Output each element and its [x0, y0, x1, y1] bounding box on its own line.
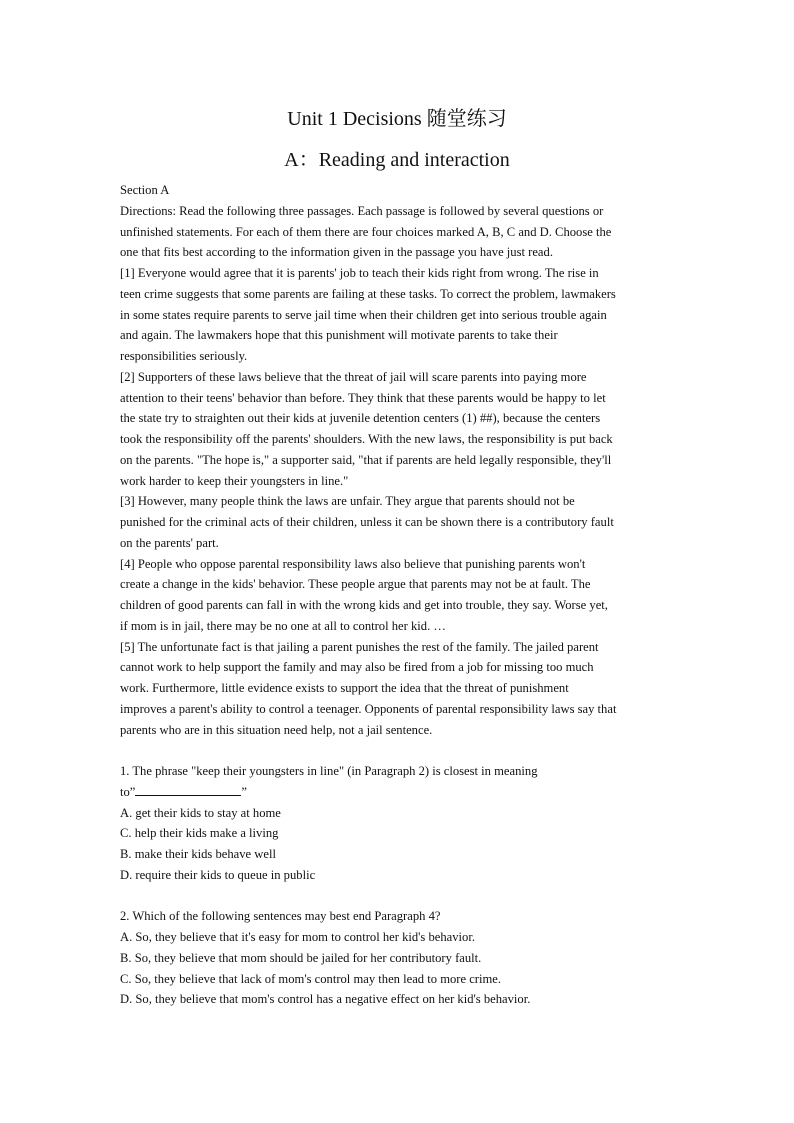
question-2: [120, 906, 676, 1010]
page-title: Unit 1 Decisions 随堂练习: [287, 108, 507, 130]
passage-line: work harder to keep their youngsters in line.": [120, 473, 349, 488]
directions-line: unfinished statements. For each of them there are four choices marked A, B, C and D. Choose the: [120, 224, 612, 239]
section-label: Section A: [120, 183, 170, 197]
question-stem-continuation: [120, 782, 676, 803]
passage-line: on the parents. "The hope is," a supporter said, "that if parents are held legally responsible, they'll: [120, 452, 612, 467]
passage-line: children of good parents can fall in with the wrong kids and get into trouble, they say. Worse yet,: [120, 598, 608, 612]
question-stem: 2. Which of the following sentences may best end Paragraph 4?: [120, 909, 441, 924]
answer-option: D. So, they believe that mom's control has a negative effect on her kid's behavior.: [120, 992, 531, 1007]
passage-line: cannot work to help support the family and may also be fired from a job for missing too much: [120, 660, 594, 675]
answer-option: D. require their kids to queue in public: [120, 867, 316, 882]
passage-line: [4] People who oppose parental responsibility laws also believe that punishing parents won't: [120, 556, 586, 571]
answer-option: B. So, they believe that mom should be jailed for her contributory fault.: [120, 950, 482, 965]
document-body: [120, 180, 676, 1010]
stem-suffix: ”: [241, 784, 247, 799]
passage-line: create a change in the kids' behavior. These people argue that parents may not be at fault. The: [120, 577, 591, 592]
passage-line: parents who are in this situation need help, not a jail sentence.: [120, 722, 433, 737]
passage-line: [2] Supporters of these laws believe that the threat of jail will scare parents into paying more: [120, 369, 587, 384]
passage-line: work. Furthermore, little evidence exists to support the idea that the threat of punishment: [120, 681, 569, 695]
answer-option: C. So, they believe that lack of mom's control may then lead to more crime.: [120, 971, 502, 986]
directions-line: one that fits best according to the information given in the passage you have just read.: [120, 245, 553, 260]
passage-line: [5] The unfortunate fact is that jailing a parent punishes the rest of the family. The jailed parent: [120, 639, 599, 654]
passage-line: improves a parent's ability to control a teenager. Opponents of parental responsibility laws say that: [120, 701, 617, 716]
passage-line: the state try to straighten out their kids at juvenile detention centers (1) ##), because the centers: [120, 411, 601, 426]
page-subtitle: A：Reading and interaction: [284, 149, 510, 171]
passage-line: punished for the criminal acts of their children, unless it can be shown there is a contributory fault: [120, 515, 614, 529]
directions: [120, 201, 676, 263]
passage-line: in some states require parents to serve jail time when their children get into serious trouble again: [120, 307, 607, 322]
passage-line: took the responsibility off the parents' shoulders. With the new laws, the responsibility is put back: [120, 432, 613, 446]
answer-option: B. make their kids behave well: [120, 847, 276, 861]
passage-line: teen crime suggests that some parents are failing at these tasks. To correct the problem, lawmakers: [120, 286, 616, 301]
spacer: [120, 886, 676, 907]
passage-line: if mom is in jail, there may be no one at all to control her kid. …: [120, 618, 446, 633]
passage-line: responsibilities seriously.: [120, 349, 248, 363]
question-1: [120, 761, 676, 886]
question-stem: 1. The phrase "keep their youngsters in line" (in Paragraph 2) is closest in meaning: [120, 764, 538, 778]
passage-line: on the parents' part.: [120, 535, 219, 550]
spacer: [120, 740, 676, 761]
passage-line: attention to their teens' behavior than before. They think that these parents would be happy to let: [120, 390, 606, 405]
stem-prefix: to”: [120, 784, 136, 799]
answer-option: C. help their kids make a living: [120, 826, 279, 841]
passage-line: [1] Everyone would agree that it is parents' job to teach their kids right from wrong. The rise in: [120, 266, 599, 280]
passage-line: [3] However, many people think the laws are unfair. They argue that parents should not be: [120, 494, 575, 509]
passage: [120, 263, 676, 740]
answer-option: A. get their kids to stay at home: [120, 805, 281, 820]
answer-blank: [135, 783, 241, 796]
passage-line: and again. The lawmakers hope that this punishment will motivate parents to take their: [120, 328, 558, 343]
answer-option: A. So, they believe that it's easy for mom to control her kid's behavior.: [120, 930, 475, 944]
directions-line: Directions: Read the following three passages. Each passage is followed by several questions or: [120, 203, 604, 218]
